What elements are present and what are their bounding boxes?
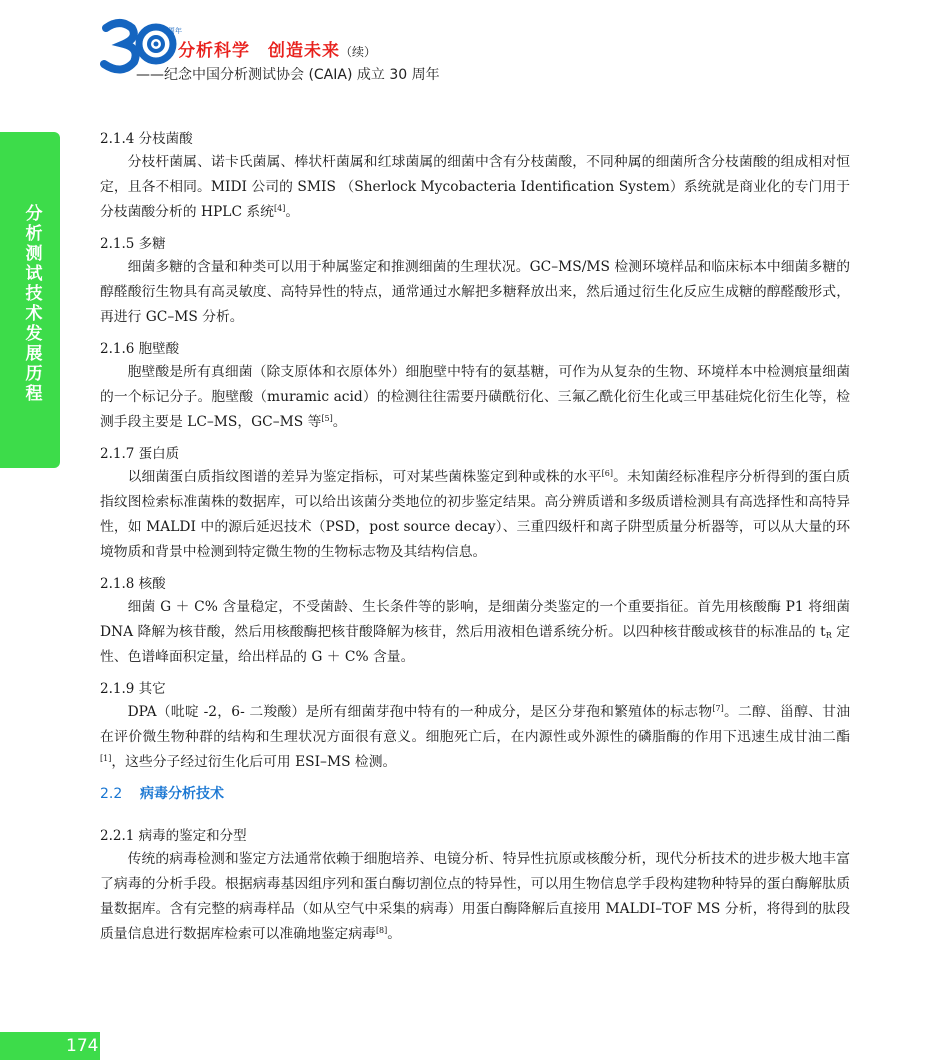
slogan-continued: （续） bbox=[340, 45, 377, 59]
section-title: 病毒分析技术 bbox=[140, 786, 224, 802]
citation: [6] bbox=[601, 469, 613, 478]
paragraph-2-1-6: 胞壁酸是所有真细菌（除支原体和衣原体外）细胞壁中特有的氨基糖，可作为从复杂的生物、环境样本中检测痕量细菌的一个标记分子。胞壁酸（muramic acid）的检测往往需要丹磺酰衍化、三氟乙酰化衍生化或三甲基硅烷化衍生化等，检测手段主要是 LC–MS，GC–MS 等[5]。 bbox=[100, 364, 850, 430]
citation: [7] bbox=[712, 704, 724, 713]
page-number: 174 bbox=[66, 1036, 99, 1056]
heading-2-1-5: 2.1.5 多糖 bbox=[100, 236, 166, 252]
header-subtitle: ——纪念中国分析测试协会 (CAIA) 成立 30 周年 bbox=[136, 67, 440, 83]
heading-2-1-4: 2.1.4 分枝菌酸 bbox=[100, 131, 193, 147]
paragraph-2-1-4: 分枝杆菌属、诺卡氏菌属、棒状杆菌属和红球菌属的细菌中含有分枝菌酸，不同种属的细菌所含分枝菌酸的组成相对恒定，且各不相同。MIDI 公司的 SMIS （Sherlock Mycobacteria Identification System）系统就是商业化的专门用于分枝菌酸分析的 HPLC 系统[4]。 bbox=[100, 154, 850, 220]
citation: [5] bbox=[321, 414, 333, 423]
page-header bbox=[100, 16, 620, 86]
paragraph-2-1-8: 细菌 G ＋ C% 含量稳定，不受菌龄、生长条件等的影响，是细菌分类鉴定的一个重要指征。首先用核酸酶 P1 将细菌 DNA 降解为核苷酸，然后用核酸酶把核苷酸降解为核苷，然后用液相色谱系统分析。以四种核苷酸或核苷的标准品的 $t_R$ 定性、色谱峰面积定量，给出样品的 G ＋ C% 含量。 bbox=[100, 599, 850, 665]
subscript-r: R bbox=[825, 631, 832, 640]
heading-2-2-1: 2.2.1 病毒的鉴定和分型 bbox=[100, 828, 247, 844]
slogan-part-1: 分析科学 bbox=[178, 41, 250, 61]
paragraph-2-1-9: DPA（吡啶 -2，6- 二羧酸）是所有细菌芽孢中特有的一种成分，是区分芽孢和繁殖体的标志物[7]。二醇、甾醇、甘油在评价微生物种群的结构和生理状况方面很有意义。细胞死亡后，在内源性或外源性的磷脂酶的作用下迅速生成甘油二酯[1]，这些分子经过衍生化后可用 ESI–MS 检测。 bbox=[100, 704, 850, 770]
side-chapter-title: 分析测试技术发展历程 bbox=[25, 204, 43, 404]
paragraph-2-1-5: 细菌多糖的含量和种类可以用于种属鉴定和推测细菌的生理状况。GC–MS/MS 检测环境样品和临床标本中细菌多糖的醇醛酸衍生物具有高灵敏度、高特异性的特点，通常通过水解把多糖释放出来，然后通过衍生化反应生成糖的醇醛酸形式，再进行 GC–MS 分析。 bbox=[100, 259, 850, 325]
section-heading-2-2 bbox=[100, 783, 850, 803]
heading-2-1-8: 2.1.8 核酸 bbox=[100, 576, 166, 592]
heading-2-1-6: 2.1.6 胞壁酸 bbox=[100, 341, 180, 357]
paragraph-2-1-7: 以细菌蛋白质指纹图谱的差异为鉴定指标，可对某些菌株鉴定到种或株的水平[6]。未知菌经标准程序分析得到的蛋白质指纹图检索标准菌株的数据库，可以给出该菌分类地位的初步鉴定结果。高分辨质谱和多级质谱检测具有高选择性和高特异性，如 MALDI 中的源后延迟技术（PSD，post source decay）、三重四级杆和离子阱型质量分析器等，可以从大量的环境物质和背景中检测到特定微生物的生物标志物及其结构信息。 bbox=[100, 469, 851, 560]
slogan-part-2: 创造未来 bbox=[268, 41, 340, 61]
page-content bbox=[100, 128, 850, 955]
anniversary-tag: 周年 bbox=[168, 27, 182, 35]
header-slogan bbox=[178, 36, 376, 61]
section-number: 2.2 bbox=[100, 786, 123, 802]
citation: [4] bbox=[273, 204, 286, 213]
heading-2-1-9: 2.1.9 其它 bbox=[100, 681, 166, 697]
citation: [1] bbox=[100, 754, 112, 763]
heading-2-1-7: 2.1.7 蛋白质 bbox=[100, 446, 180, 462]
citation: [8] bbox=[375, 926, 388, 935]
paragraph-2-2-1: 传统的病毒检测和鉴定方法通常依赖于细胞培养、电镜分析、特异性抗原或核酸分析，现代分析技术的进步极大地丰富了病毒的分析手段。根据病毒基因组序列和蛋白酶切割位点的特异性，可以用生物信息学手段构建物种特异的蛋白酶解肽质量数据库。含有完整的病毒样品（如从空气中采集的病毒）用蛋白酶降解后直接用 MALDI–TOF MS 分析，将得到的肽段质量信息进行数据库检索可以准确地鉴定病毒[8]。 bbox=[100, 851, 850, 942]
